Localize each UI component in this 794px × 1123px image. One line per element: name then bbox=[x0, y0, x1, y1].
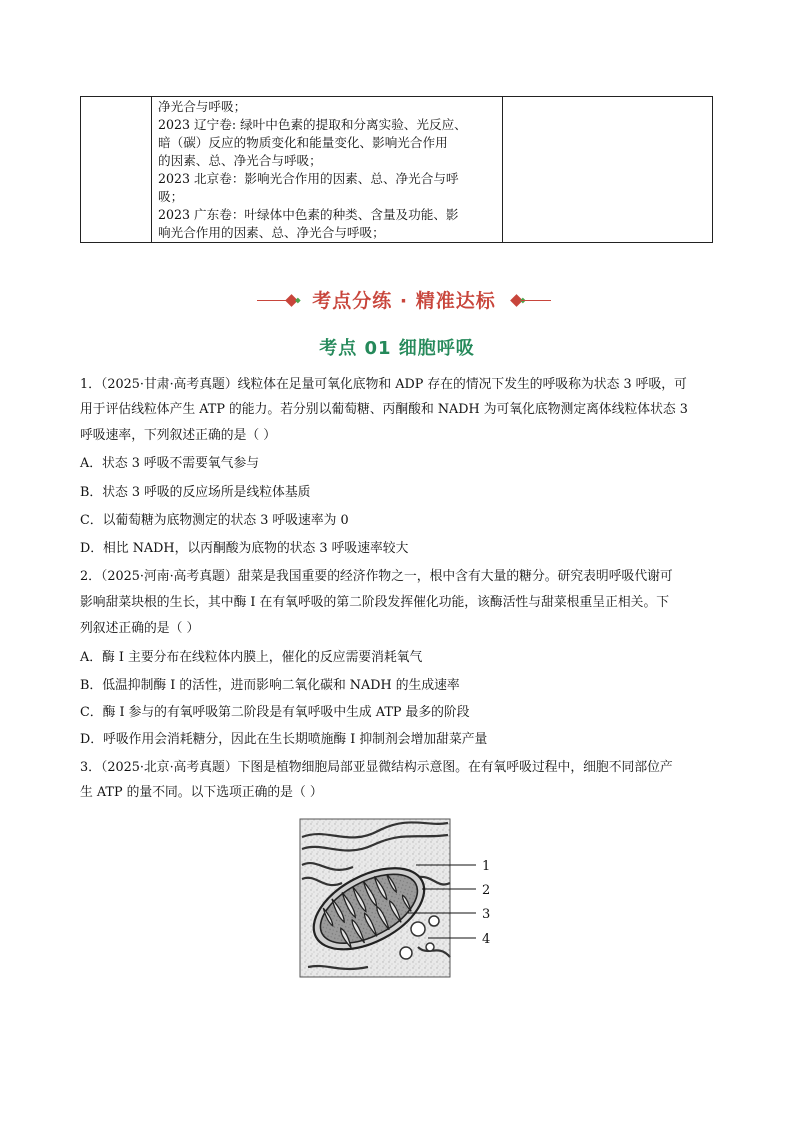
banner-rule-right bbox=[521, 300, 551, 301]
table-line: 响光合作用的因素、总、净光合与呼吸； bbox=[158, 225, 385, 240]
table-cell-empty bbox=[81, 97, 152, 243]
question-1-line: 1．（2025·甘肃·高考真题）线粒体在足量可氧化底物和 ADP 存在的情况下发生的呼吸称为状态 3 呼吸，可 bbox=[80, 377, 687, 392]
table-line: 2023 广东卷：叶绿体中色素的种类、含量及功能、影 bbox=[158, 207, 459, 222]
table-line: 净光合与呼吸； bbox=[158, 99, 247, 114]
table-line: 暗（碳）反应的物质变化和能量变化、影响光合作用 bbox=[158, 135, 448, 150]
question-1-option-a: A．状态 3 呼吸不需要氧气参与 bbox=[80, 456, 260, 471]
table-cell-empty bbox=[503, 97, 713, 243]
question-1-line: 呼吸速率，下列叙述正确的是（ ） bbox=[80, 428, 277, 443]
table-line: 2023 北京卷：影响光合作用的因素、总、净光合与呼 bbox=[158, 171, 459, 186]
figure-label-4: 4 bbox=[482, 932, 491, 947]
question-2-line: 影响甜菜块根的生长，其中酶 I 在有氧呼吸的第二阶段发挥催化功能，该酶活性与甜菜根重呈正相关。下 bbox=[80, 595, 670, 610]
question-3-line: 3．（2025·北京·高考真题）下图是植物细胞局部亚显微结构示意图。在有氧呼吸过程中，细胞不同部位产 bbox=[80, 760, 673, 775]
banner-title: 考点分练 · 精准达标 bbox=[312, 290, 496, 312]
question-2-line: 列叙述正确的是（ ） bbox=[80, 621, 200, 636]
table-cell-content bbox=[152, 97, 503, 243]
question-2-option-c: C．酶 I 参与的有氧呼吸第二阶段是有氧呼吸中生成 ATP 最多的阶段 bbox=[80, 705, 470, 720]
question-1-option-b: B．状态 3 呼吸的反应场所是线粒体基质 bbox=[80, 485, 311, 500]
section-banner bbox=[257, 286, 551, 312]
table-line: 2023 辽宁卷: 绿叶中色素的提取和分离实验、光反应、 bbox=[158, 117, 467, 132]
figure-label-1: 1 bbox=[482, 859, 491, 874]
table-line: 吸； bbox=[158, 189, 184, 204]
question-2-option-d: D．呼吸作用会消耗糖分，因此在生长期喷施酶 I 抑制剂会增加甜菜产量 bbox=[80, 732, 488, 747]
section-title: 考点 01 细胞呼吸 bbox=[319, 338, 475, 359]
question-1-option-c: C．以葡萄糖为底物测定的状态 3 呼吸速率为 0 bbox=[80, 513, 349, 528]
banner-rule-left bbox=[257, 300, 287, 301]
question-2-line: 2．（2025·河南·高考真题）甜菜是我国重要的经济作物之一，根中含有大量的糖分。研究表明呼吸代谢可 bbox=[80, 569, 673, 584]
question-1-option-d: D．相比 NADH，以丙酮酸为底物的状态 3 呼吸速率较大 bbox=[80, 541, 409, 556]
summary-table bbox=[80, 96, 713, 243]
question-2-option-b: B．低温抑制酶 I 的活性，进而影响二氧化碳和 NADH 的生成速率 bbox=[80, 678, 460, 693]
banner-diamond-icon bbox=[285, 294, 298, 307]
question-1-line: 用于评估线粒体产生 ATP 的能力。若分别以葡萄糖、丙酮酸和 NADH 为可氧化底物测定离体线粒体状态 3 bbox=[80, 402, 688, 417]
table-line: 的因素、总、净光合与呼吸； bbox=[158, 153, 322, 168]
question-3-line: 生 ATP 的量不同。以下选项正确的是（ ） bbox=[80, 785, 323, 800]
question-2-option-a: A．酶 I 主要分布在线粒体内膜上，催化的反应需要消耗氧气 bbox=[80, 650, 423, 665]
mitochondrion-figure bbox=[298, 817, 498, 979]
figure-label-3: 3 bbox=[482, 907, 491, 922]
figure-label-2: 2 bbox=[482, 883, 491, 898]
